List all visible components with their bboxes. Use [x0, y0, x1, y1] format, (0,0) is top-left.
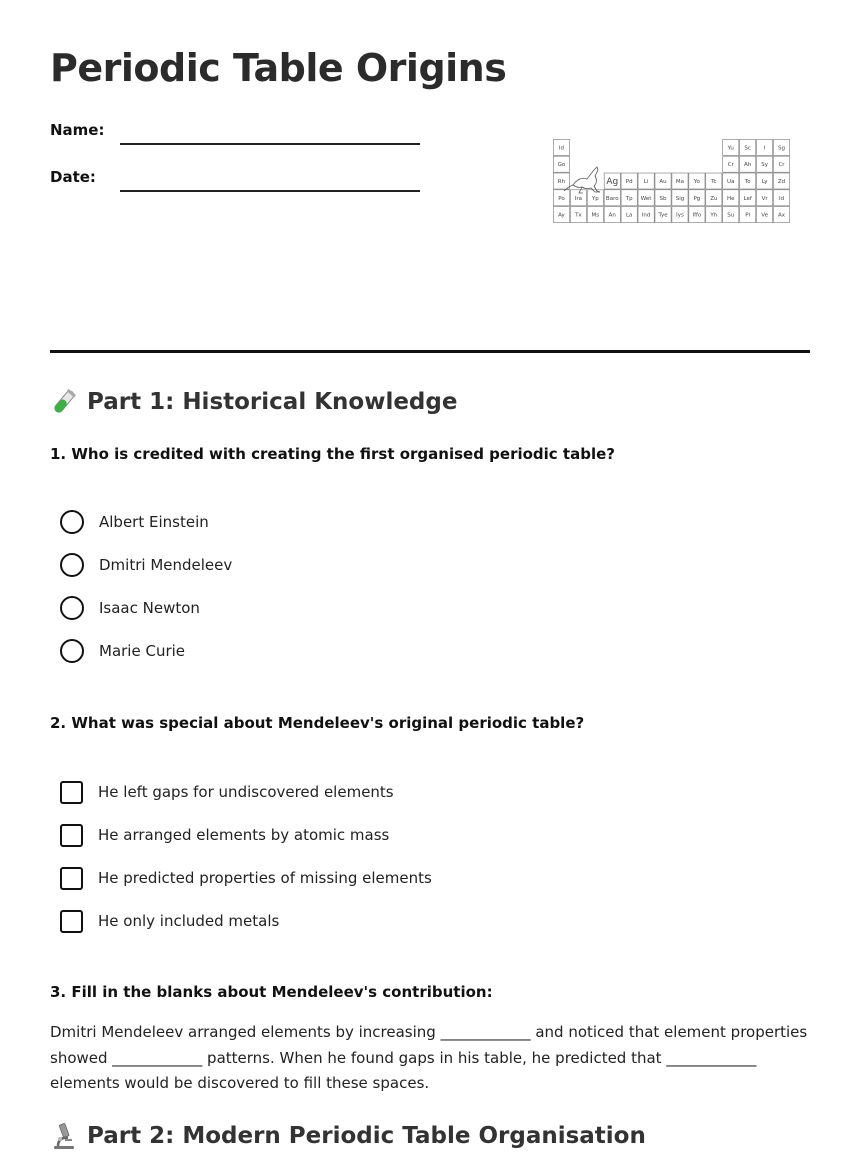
element-symbol: Tye: [658, 212, 668, 219]
radio-button[interactable]: [60, 639, 84, 663]
checkbox[interactable]: [60, 910, 83, 933]
part1-heading-text: Part 1: Historical Knowledge: [87, 389, 458, 415]
element-symbol: Yu: [727, 145, 734, 152]
element-symbol: Tc: [711, 179, 717, 185]
element-symbol: Sc: [744, 145, 751, 152]
element-symbol: Ua: [727, 179, 735, 185]
element-symbol: Cr: [727, 162, 734, 169]
question-1: 1. Who is credited with creating the first organised periodic table?: [50, 445, 615, 463]
radio-button[interactable]: [60, 596, 84, 620]
element-symbol: Po: [558, 195, 565, 202]
element-symbol: Sb: [659, 195, 667, 202]
option-label: He predicted properties of missing elements: [98, 869, 432, 887]
q1-option-2[interactable]: [60, 552, 232, 578]
element-symbol: Yo: [693, 179, 700, 185]
q1-option-3[interactable]: [60, 595, 200, 621]
element-symbol: Zd: [777, 179, 786, 185]
date-field: [50, 168, 420, 198]
q2-option-3[interactable]: [60, 865, 432, 891]
element-symbol: Ah: [744, 162, 752, 169]
element-symbol: He: [726, 195, 735, 202]
element-symbol: Iffo: [692, 212, 702, 219]
fill-in-blanks-paragraph: Dmitri Mendeleev arranged elements by increasing ____________ and noticed that element properties showed ____________ patterns. When he found gaps in his table, he predicted that ____________ elements would be discovered to fill these spaces.: [50, 1023, 808, 1092]
name-field: [50, 121, 420, 151]
element-symbol: Id: [778, 195, 785, 202]
element-symbol: Lef: [743, 195, 752, 202]
element-symbol: Vr: [761, 195, 768, 202]
element-symbol: Baro: [605, 195, 619, 202]
element-symbol: An: [608, 212, 616, 219]
element-symbol: Go: [557, 162, 566, 169]
element-symbol: Sg: [778, 145, 786, 152]
element-symbol: Ira: [574, 195, 583, 202]
radio-button[interactable]: [60, 510, 84, 534]
option-label: He arranged elements by atomic mass: [98, 826, 390, 844]
part2-heading-text: Part 2: Modern Periodic Table Organisation: [87, 1123, 646, 1149]
element-symbol: Pl: [745, 212, 751, 219]
element-symbol: Ax: [778, 212, 786, 219]
element-symbol: Ly: [761, 179, 768, 185]
option-label: He only included metals: [98, 912, 280, 930]
element-symbol: Iys: [676, 212, 684, 219]
checkbox[interactable]: [60, 867, 83, 890]
element-symbol: La: [625, 212, 633, 219]
element-symbol: Li: [643, 179, 649, 185]
date-label: Date:: [50, 168, 96, 186]
q1-option-4[interactable]: [60, 638, 185, 664]
element-symbol: Zu: [710, 195, 718, 202]
part2-heading: [50, 1122, 646, 1150]
element-symbol: To: [744, 179, 751, 185]
element-symbol: Au: [659, 179, 667, 185]
element-symbol: Ay: [558, 212, 565, 219]
q1-option-1[interactable]: [60, 509, 209, 535]
element-symbol: Sig: [675, 195, 685, 202]
element-symbol: Ve: [761, 212, 768, 219]
option-label: He left gaps for undiscovered elements: [98, 783, 394, 801]
question-2: 2. What was special about Mendeleev's original periodic table?: [50, 714, 585, 732]
element-symbol: Rh: [557, 179, 566, 185]
element-symbol: Ag: [606, 177, 619, 187]
name-input-line[interactable]: [120, 143, 420, 145]
element-symbol: Yh: [710, 212, 718, 219]
option-label: Marie Curie: [99, 642, 186, 660]
name-label: Name:: [50, 121, 105, 139]
date-input-line[interactable]: [120, 190, 420, 192]
checkbox[interactable]: [60, 824, 83, 847]
q2-option-4[interactable]: [60, 908, 279, 934]
q2-option-1[interactable]: [60, 779, 394, 805]
option-label: Albert Einstein: [99, 513, 209, 531]
page-title: Periodic Table Origins: [50, 46, 507, 90]
element-symbol: Cr: [778, 162, 785, 169]
element-symbol: Yp: [591, 195, 599, 202]
element-symbol: Id: [558, 145, 565, 152]
option-label: Dmitri Mendeleev: [99, 556, 233, 574]
element-symbol: Su: [727, 212, 735, 219]
element-symbol: I: [763, 145, 766, 152]
element-symbol: Sy: [761, 162, 768, 169]
element-symbol: Tx: [575, 212, 582, 219]
part1-heading: [50, 388, 457, 416]
test-tube-icon: [50, 388, 78, 416]
element-symbol: Ind: [641, 212, 651, 219]
element-symbol: Pg: [693, 195, 701, 202]
checkbox[interactable]: [60, 781, 83, 804]
question-3: 3. Fill in the blanks about Mendeleev's contribution:: [50, 983, 493, 1001]
element-symbol: Pd: [625, 179, 633, 185]
section-divider: [50, 350, 810, 353]
radio-button[interactable]: [60, 553, 84, 577]
element-symbol: Ma: [675, 179, 685, 185]
q2-option-2[interactable]: [60, 822, 389, 848]
periodic-table-illustration: [553, 139, 790, 223]
element-symbol: Tp: [625, 195, 633, 202]
microscope-icon: [50, 1122, 78, 1150]
element-symbol: Wet: [640, 195, 652, 202]
element-symbol: Ms: [591, 212, 600, 219]
option-label: Isaac Newton: [99, 599, 200, 617]
periodic-table-cells: [553, 139, 789, 222]
